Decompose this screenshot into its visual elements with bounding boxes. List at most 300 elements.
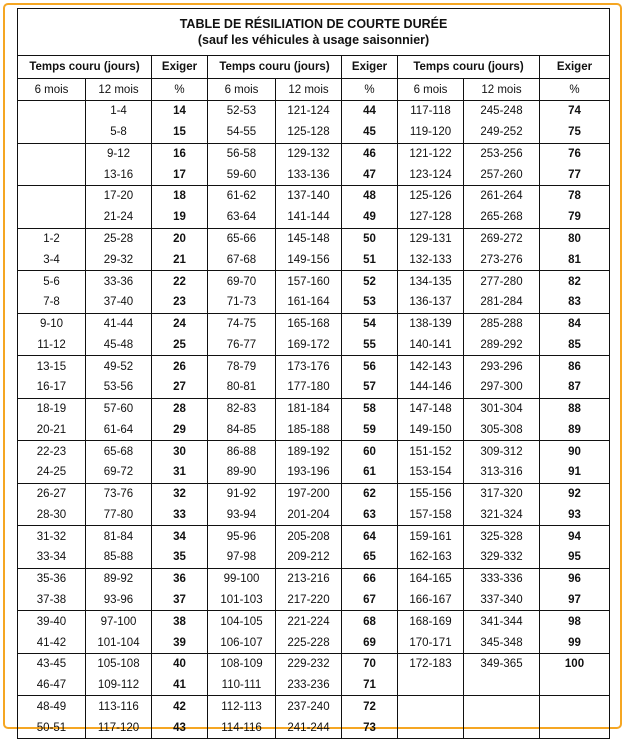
right-six-month-cell: 153-154 bbox=[398, 462, 464, 483]
right-twelve-month-cell: 293-296 bbox=[464, 356, 540, 377]
right-twelve-month-cell: 257-260 bbox=[464, 164, 540, 185]
middle-percent-cell: 50 bbox=[342, 228, 398, 249]
right-six-month-cell: 123-124 bbox=[398, 164, 464, 185]
table-row bbox=[18, 271, 610, 292]
table-row bbox=[18, 696, 610, 717]
right-six-month-cell: 162-163 bbox=[398, 547, 464, 568]
middle-twelve-month-cell: 233-236 bbox=[276, 675, 342, 696]
left-six-month-cell: 18-19 bbox=[18, 398, 86, 419]
middle-six-month-cell: 52-53 bbox=[208, 101, 276, 122]
left-twelve-month-cell: 85-88 bbox=[86, 547, 152, 568]
right-six-month-cell: 142-143 bbox=[398, 356, 464, 377]
left-six-month-cell: 48-49 bbox=[18, 696, 86, 717]
right-percent-cell: 86 bbox=[540, 356, 610, 377]
table-row bbox=[18, 568, 610, 589]
left-twelve-month-cell: 29-32 bbox=[86, 249, 152, 270]
left-six-month-cell: 35-36 bbox=[18, 568, 86, 589]
right-percent-cell: 79 bbox=[540, 207, 610, 228]
left-percent-cell: 40 bbox=[152, 653, 208, 674]
middle-twelve-month-cell: 193-196 bbox=[276, 462, 342, 483]
left-percent-cell: 38 bbox=[152, 611, 208, 632]
middle-twelve-month-cell: 197-200 bbox=[276, 483, 342, 504]
middle-six-month-cell: 76-77 bbox=[208, 334, 276, 355]
right-percent-cell: 75 bbox=[540, 122, 610, 143]
short-term-cancellation-table bbox=[17, 8, 610, 739]
middle-six-month-cell: 63-64 bbox=[208, 207, 276, 228]
right-six-month-cell: 164-165 bbox=[398, 568, 464, 589]
left-percent-cell: 31 bbox=[152, 462, 208, 483]
right-six-month-cell bbox=[398, 696, 464, 717]
right-six-month-cell: 140-141 bbox=[398, 334, 464, 355]
right-six-month-cell: 166-167 bbox=[398, 590, 464, 611]
right-percent-cell: 93 bbox=[540, 505, 610, 526]
left-percent-cell: 41 bbox=[152, 675, 208, 696]
table-row bbox=[18, 398, 610, 419]
left-twelve-month-cell: 61-64 bbox=[86, 419, 152, 440]
right-percent-cell: 78 bbox=[540, 186, 610, 207]
table-row bbox=[18, 249, 610, 270]
middle-six-month-cell: 61-62 bbox=[208, 186, 276, 207]
table-title-cell bbox=[18, 9, 610, 56]
right-percent-cell: 96 bbox=[540, 568, 610, 589]
right-twelve-month-cell: 289-292 bbox=[464, 334, 540, 355]
left-percent-cell: 30 bbox=[152, 441, 208, 462]
right-percent-cell: 98 bbox=[540, 611, 610, 632]
right-percent-cell: 77 bbox=[540, 164, 610, 185]
subheader-12-months-1: 12 mois bbox=[86, 79, 152, 101]
middle-twelve-month-cell: 141-144 bbox=[276, 207, 342, 228]
middle-percent-cell: 65 bbox=[342, 547, 398, 568]
middle-six-month-cell: 59-60 bbox=[208, 164, 276, 185]
left-twelve-month-cell: 73-76 bbox=[86, 483, 152, 504]
middle-six-month-cell: 74-75 bbox=[208, 313, 276, 334]
left-twelve-month-cell: 105-108 bbox=[86, 653, 152, 674]
table-row bbox=[18, 547, 610, 568]
left-six-month-cell: 13-15 bbox=[18, 356, 86, 377]
table-row bbox=[18, 419, 610, 440]
table-row bbox=[18, 675, 610, 696]
right-twelve-month-cell: 249-252 bbox=[464, 122, 540, 143]
left-percent-cell: 35 bbox=[152, 547, 208, 568]
middle-twelve-month-cell: 237-240 bbox=[276, 696, 342, 717]
subheader-percent-2: % bbox=[342, 79, 398, 101]
right-six-month-cell: 125-126 bbox=[398, 186, 464, 207]
middle-percent-cell: 44 bbox=[342, 101, 398, 122]
left-percent-cell: 39 bbox=[152, 632, 208, 653]
right-twelve-month-cell: 269-272 bbox=[464, 228, 540, 249]
left-twelve-month-cell: 89-92 bbox=[86, 568, 152, 589]
right-percent-cell: 87 bbox=[540, 377, 610, 398]
left-six-month-cell: 24-25 bbox=[18, 462, 86, 483]
table-row bbox=[18, 632, 610, 653]
middle-percent-cell: 61 bbox=[342, 462, 398, 483]
table-row bbox=[18, 122, 610, 143]
middle-six-month-cell: 114-116 bbox=[208, 717, 276, 738]
left-twelve-month-cell: 69-72 bbox=[86, 462, 152, 483]
right-six-month-cell: 157-158 bbox=[398, 505, 464, 526]
table-row bbox=[18, 717, 610, 738]
middle-percent-cell: 49 bbox=[342, 207, 398, 228]
right-twelve-month-cell: 285-288 bbox=[464, 313, 540, 334]
middle-percent-cell: 73 bbox=[342, 717, 398, 738]
table-row bbox=[18, 505, 610, 526]
header-time-elapsed-1: Temps couru (jours) bbox=[18, 56, 152, 79]
middle-six-month-cell: 78-79 bbox=[208, 356, 276, 377]
middle-percent-cell: 48 bbox=[342, 186, 398, 207]
middle-twelve-month-cell: 173-176 bbox=[276, 356, 342, 377]
left-percent-cell: 42 bbox=[152, 696, 208, 717]
left-percent-cell: 23 bbox=[152, 292, 208, 313]
right-percent-cell: 90 bbox=[540, 441, 610, 462]
left-percent-cell: 28 bbox=[152, 398, 208, 419]
middle-six-month-cell: 104-105 bbox=[208, 611, 276, 632]
left-percent-cell: 14 bbox=[152, 101, 208, 122]
middle-percent-cell: 56 bbox=[342, 356, 398, 377]
right-percent-cell: 92 bbox=[540, 483, 610, 504]
table-row bbox=[18, 653, 610, 674]
middle-six-month-cell: 71-73 bbox=[208, 292, 276, 313]
right-twelve-month-cell: 245-248 bbox=[464, 101, 540, 122]
left-percent-cell: 32 bbox=[152, 483, 208, 504]
middle-percent-cell: 53 bbox=[342, 292, 398, 313]
left-percent-cell: 43 bbox=[152, 717, 208, 738]
left-six-month-cell bbox=[18, 101, 86, 122]
middle-percent-cell: 64 bbox=[342, 526, 398, 547]
middle-six-month-cell: 97-98 bbox=[208, 547, 276, 568]
middle-twelve-month-cell: 125-128 bbox=[276, 122, 342, 143]
left-twelve-month-cell: 21-24 bbox=[86, 207, 152, 228]
middle-six-month-cell: 112-113 bbox=[208, 696, 276, 717]
right-percent-cell: 97 bbox=[540, 590, 610, 611]
left-percent-cell: 36 bbox=[152, 568, 208, 589]
subheader-6-months-2: 6 mois bbox=[208, 79, 276, 101]
left-twelve-month-cell: 13-16 bbox=[86, 164, 152, 185]
right-six-month-cell bbox=[398, 717, 464, 738]
left-percent-cell: 20 bbox=[152, 228, 208, 249]
right-twelve-month-cell: 333-336 bbox=[464, 568, 540, 589]
right-twelve-month-cell: 297-300 bbox=[464, 377, 540, 398]
middle-twelve-month-cell: 145-148 bbox=[276, 228, 342, 249]
right-six-month-cell bbox=[398, 675, 464, 696]
middle-twelve-month-cell: 177-180 bbox=[276, 377, 342, 398]
middle-twelve-month-cell: 137-140 bbox=[276, 186, 342, 207]
middle-twelve-month-cell: 213-216 bbox=[276, 568, 342, 589]
right-six-month-cell: 149-150 bbox=[398, 419, 464, 440]
right-percent-cell: 89 bbox=[540, 419, 610, 440]
middle-twelve-month-cell: 229-232 bbox=[276, 653, 342, 674]
middle-six-month-cell: 101-103 bbox=[208, 590, 276, 611]
right-twelve-month-cell: 325-328 bbox=[464, 526, 540, 547]
table-row bbox=[18, 164, 610, 185]
left-percent-cell: 34 bbox=[152, 526, 208, 547]
right-six-month-cell: 136-137 bbox=[398, 292, 464, 313]
header-require-1: Exiger bbox=[152, 56, 208, 79]
middle-percent-cell: 59 bbox=[342, 419, 398, 440]
header-time-elapsed-3: Temps couru (jours) bbox=[398, 56, 540, 79]
right-six-month-cell: 147-148 bbox=[398, 398, 464, 419]
table-row bbox=[18, 207, 610, 228]
right-percent-cell: 81 bbox=[540, 249, 610, 270]
left-twelve-month-cell: 5-8 bbox=[86, 122, 152, 143]
left-percent-cell: 19 bbox=[152, 207, 208, 228]
middle-six-month-cell: 65-66 bbox=[208, 228, 276, 249]
left-twelve-month-cell: 49-52 bbox=[86, 356, 152, 377]
left-six-month-cell: 33-34 bbox=[18, 547, 86, 568]
right-twelve-month-cell: 301-304 bbox=[464, 398, 540, 419]
left-six-month-cell: 16-17 bbox=[18, 377, 86, 398]
right-percent-cell: 100 bbox=[540, 653, 610, 674]
left-twelve-month-cell: 113-116 bbox=[86, 696, 152, 717]
middle-six-month-cell: 93-94 bbox=[208, 505, 276, 526]
left-six-month-cell: 7-8 bbox=[18, 292, 86, 313]
middle-percent-cell: 60 bbox=[342, 441, 398, 462]
header-require-3: Exiger bbox=[540, 56, 610, 79]
left-twelve-month-cell: 25-28 bbox=[86, 228, 152, 249]
table-row bbox=[18, 611, 610, 632]
right-percent-cell: 91 bbox=[540, 462, 610, 483]
middle-six-month-cell: 89-90 bbox=[208, 462, 276, 483]
left-percent-cell: 25 bbox=[152, 334, 208, 355]
middle-percent-cell: 68 bbox=[342, 611, 398, 632]
right-twelve-month-cell: 305-308 bbox=[464, 419, 540, 440]
left-twelve-month-cell: 37-40 bbox=[86, 292, 152, 313]
middle-six-month-cell: 99-100 bbox=[208, 568, 276, 589]
left-twelve-month-cell: 97-100 bbox=[86, 611, 152, 632]
left-six-month-cell bbox=[18, 143, 86, 164]
middle-percent-cell: 72 bbox=[342, 696, 398, 717]
right-twelve-month-cell: 253-256 bbox=[464, 143, 540, 164]
right-six-month-cell: 134-135 bbox=[398, 271, 464, 292]
right-six-month-cell: 129-131 bbox=[398, 228, 464, 249]
middle-percent-cell: 45 bbox=[342, 122, 398, 143]
left-six-month-cell bbox=[18, 207, 86, 228]
middle-six-month-cell: 108-109 bbox=[208, 653, 276, 674]
right-twelve-month-cell: 277-280 bbox=[464, 271, 540, 292]
middle-six-month-cell: 82-83 bbox=[208, 398, 276, 419]
middle-six-month-cell: 80-81 bbox=[208, 377, 276, 398]
middle-percent-cell: 57 bbox=[342, 377, 398, 398]
left-twelve-month-cell: 117-120 bbox=[86, 717, 152, 738]
right-percent-cell: 80 bbox=[540, 228, 610, 249]
table-row bbox=[18, 334, 610, 355]
left-six-month-cell: 31-32 bbox=[18, 526, 86, 547]
left-twelve-month-cell: 1-4 bbox=[86, 101, 152, 122]
middle-percent-cell: 69 bbox=[342, 632, 398, 653]
left-six-month-cell: 39-40 bbox=[18, 611, 86, 632]
right-six-month-cell: 159-161 bbox=[398, 526, 464, 547]
right-percent-cell: 83 bbox=[540, 292, 610, 313]
left-percent-cell: 15 bbox=[152, 122, 208, 143]
middle-percent-cell: 55 bbox=[342, 334, 398, 355]
middle-six-month-cell: 86-88 bbox=[208, 441, 276, 462]
right-percent-cell: 94 bbox=[540, 526, 610, 547]
left-twelve-month-cell: 109-112 bbox=[86, 675, 152, 696]
left-six-month-cell: 50-51 bbox=[18, 717, 86, 738]
right-percent-cell bbox=[540, 696, 610, 717]
middle-twelve-month-cell: 189-192 bbox=[276, 441, 342, 462]
table-row bbox=[18, 101, 610, 122]
left-twelve-month-cell: 53-56 bbox=[86, 377, 152, 398]
left-twelve-month-cell: 57-60 bbox=[86, 398, 152, 419]
right-six-month-cell: 121-122 bbox=[398, 143, 464, 164]
left-twelve-month-cell: 81-84 bbox=[86, 526, 152, 547]
right-percent-cell: 84 bbox=[540, 313, 610, 334]
table-row bbox=[18, 526, 610, 547]
right-percent-cell: 88 bbox=[540, 398, 610, 419]
subheader-12-months-2: 12 mois bbox=[276, 79, 342, 101]
subheader-percent-1: % bbox=[152, 79, 208, 101]
right-twelve-month-cell: 345-348 bbox=[464, 632, 540, 653]
left-six-month-cell: 43-45 bbox=[18, 653, 86, 674]
right-percent-cell bbox=[540, 675, 610, 696]
middle-percent-cell: 58 bbox=[342, 398, 398, 419]
right-percent-cell: 74 bbox=[540, 101, 610, 122]
left-six-month-cell bbox=[18, 164, 86, 185]
middle-twelve-month-cell: 129-132 bbox=[276, 143, 342, 164]
middle-twelve-month-cell: 185-188 bbox=[276, 419, 342, 440]
left-percent-cell: 18 bbox=[152, 186, 208, 207]
middle-twelve-month-cell: 121-124 bbox=[276, 101, 342, 122]
left-six-month-cell: 20-21 bbox=[18, 419, 86, 440]
left-twelve-month-cell: 33-36 bbox=[86, 271, 152, 292]
table-row bbox=[18, 356, 610, 377]
subheader-percent-3: % bbox=[540, 79, 610, 101]
right-twelve-month-cell: 261-264 bbox=[464, 186, 540, 207]
table-row bbox=[18, 228, 610, 249]
right-percent-cell bbox=[540, 717, 610, 738]
left-twelve-month-cell: 9-12 bbox=[86, 143, 152, 164]
left-percent-cell: 29 bbox=[152, 419, 208, 440]
middle-percent-cell: 66 bbox=[342, 568, 398, 589]
table-row bbox=[18, 483, 610, 504]
middle-twelve-month-cell: 217-220 bbox=[276, 590, 342, 611]
middle-six-month-cell: 56-58 bbox=[208, 143, 276, 164]
middle-six-month-cell: 84-85 bbox=[208, 419, 276, 440]
left-percent-cell: 27 bbox=[152, 377, 208, 398]
right-six-month-cell: 138-139 bbox=[398, 313, 464, 334]
subheader-6-months-3: 6 mois bbox=[398, 79, 464, 101]
left-percent-cell: 21 bbox=[152, 249, 208, 270]
middle-percent-cell: 47 bbox=[342, 164, 398, 185]
left-six-month-cell: 28-30 bbox=[18, 505, 86, 526]
middle-percent-cell: 46 bbox=[342, 143, 398, 164]
left-percent-cell: 22 bbox=[152, 271, 208, 292]
left-percent-cell: 26 bbox=[152, 356, 208, 377]
right-twelve-month-cell bbox=[464, 717, 540, 738]
right-twelve-month-cell: 273-276 bbox=[464, 249, 540, 270]
middle-twelve-month-cell: 225-228 bbox=[276, 632, 342, 653]
left-six-month-cell: 11-12 bbox=[18, 334, 86, 355]
left-twelve-month-cell: 17-20 bbox=[86, 186, 152, 207]
left-twelve-month-cell: 101-104 bbox=[86, 632, 152, 653]
right-six-month-cell: 172-183 bbox=[398, 653, 464, 674]
table-row bbox=[18, 377, 610, 398]
table-row bbox=[18, 462, 610, 483]
middle-percent-cell: 67 bbox=[342, 590, 398, 611]
middle-percent-cell: 54 bbox=[342, 313, 398, 334]
left-twelve-month-cell: 65-68 bbox=[86, 441, 152, 462]
right-six-month-cell: 170-171 bbox=[398, 632, 464, 653]
middle-twelve-month-cell: 221-224 bbox=[276, 611, 342, 632]
right-twelve-month-cell: 329-332 bbox=[464, 547, 540, 568]
left-twelve-month-cell: 93-96 bbox=[86, 590, 152, 611]
right-six-month-cell: 132-133 bbox=[398, 249, 464, 270]
table-row bbox=[18, 441, 610, 462]
middle-six-month-cell: 110-111 bbox=[208, 675, 276, 696]
right-twelve-month-cell: 341-344 bbox=[464, 611, 540, 632]
middle-twelve-month-cell: 241-244 bbox=[276, 717, 342, 738]
left-percent-cell: 24 bbox=[152, 313, 208, 334]
header-time-elapsed-2: Temps couru (jours) bbox=[208, 56, 342, 79]
right-twelve-month-cell: 317-320 bbox=[464, 483, 540, 504]
table-subtitle: (sauf les véhicules à usage saisonnier) bbox=[197, 33, 430, 47]
right-percent-cell: 85 bbox=[540, 334, 610, 355]
right-twelve-month-cell: 313-316 bbox=[464, 462, 540, 483]
left-six-month-cell: 22-23 bbox=[18, 441, 86, 462]
middle-twelve-month-cell: 133-136 bbox=[276, 164, 342, 185]
table-row bbox=[18, 292, 610, 313]
subheader-12-months-3: 12 mois bbox=[464, 79, 540, 101]
middle-twelve-month-cell: 169-172 bbox=[276, 334, 342, 355]
left-six-month-cell bbox=[18, 186, 86, 207]
right-six-month-cell: 168-169 bbox=[398, 611, 464, 632]
middle-twelve-month-cell: 209-212 bbox=[276, 547, 342, 568]
middle-twelve-month-cell: 205-208 bbox=[276, 526, 342, 547]
middle-percent-cell: 70 bbox=[342, 653, 398, 674]
middle-percent-cell: 71 bbox=[342, 675, 398, 696]
right-percent-cell: 99 bbox=[540, 632, 610, 653]
right-twelve-month-cell: 281-284 bbox=[464, 292, 540, 313]
middle-twelve-month-cell: 161-164 bbox=[276, 292, 342, 313]
table-row bbox=[18, 186, 610, 207]
right-six-month-cell: 117-118 bbox=[398, 101, 464, 122]
subheader-6-months-1: 6 mois bbox=[18, 79, 86, 101]
left-six-month-cell: 1-2 bbox=[18, 228, 86, 249]
middle-six-month-cell: 106-107 bbox=[208, 632, 276, 653]
left-six-month-cell: 26-27 bbox=[18, 483, 86, 504]
right-six-month-cell: 119-120 bbox=[398, 122, 464, 143]
middle-six-month-cell: 67-68 bbox=[208, 249, 276, 270]
middle-percent-cell: 62 bbox=[342, 483, 398, 504]
table-row bbox=[18, 590, 610, 611]
right-six-month-cell: 144-146 bbox=[398, 377, 464, 398]
left-six-month-cell bbox=[18, 122, 86, 143]
middle-percent-cell: 63 bbox=[342, 505, 398, 526]
middle-twelve-month-cell: 157-160 bbox=[276, 271, 342, 292]
middle-twelve-month-cell: 165-168 bbox=[276, 313, 342, 334]
table-row bbox=[18, 313, 610, 334]
middle-six-month-cell: 54-55 bbox=[208, 122, 276, 143]
middle-six-month-cell: 91-92 bbox=[208, 483, 276, 504]
header-require-2: Exiger bbox=[342, 56, 398, 79]
right-percent-cell: 95 bbox=[540, 547, 610, 568]
left-six-month-cell: 3-4 bbox=[18, 249, 86, 270]
right-six-month-cell: 151-152 bbox=[398, 441, 464, 462]
right-twelve-month-cell bbox=[464, 675, 540, 696]
right-twelve-month-cell bbox=[464, 696, 540, 717]
middle-percent-cell: 52 bbox=[342, 271, 398, 292]
middle-six-month-cell: 95-96 bbox=[208, 526, 276, 547]
right-percent-cell: 76 bbox=[540, 143, 610, 164]
middle-six-month-cell: 69-70 bbox=[208, 271, 276, 292]
left-twelve-month-cell: 77-80 bbox=[86, 505, 152, 526]
left-six-month-cell: 37-38 bbox=[18, 590, 86, 611]
left-six-month-cell: 5-6 bbox=[18, 271, 86, 292]
right-percent-cell: 82 bbox=[540, 271, 610, 292]
right-twelve-month-cell: 321-324 bbox=[464, 505, 540, 526]
middle-twelve-month-cell: 201-204 bbox=[276, 505, 342, 526]
left-percent-cell: 33 bbox=[152, 505, 208, 526]
